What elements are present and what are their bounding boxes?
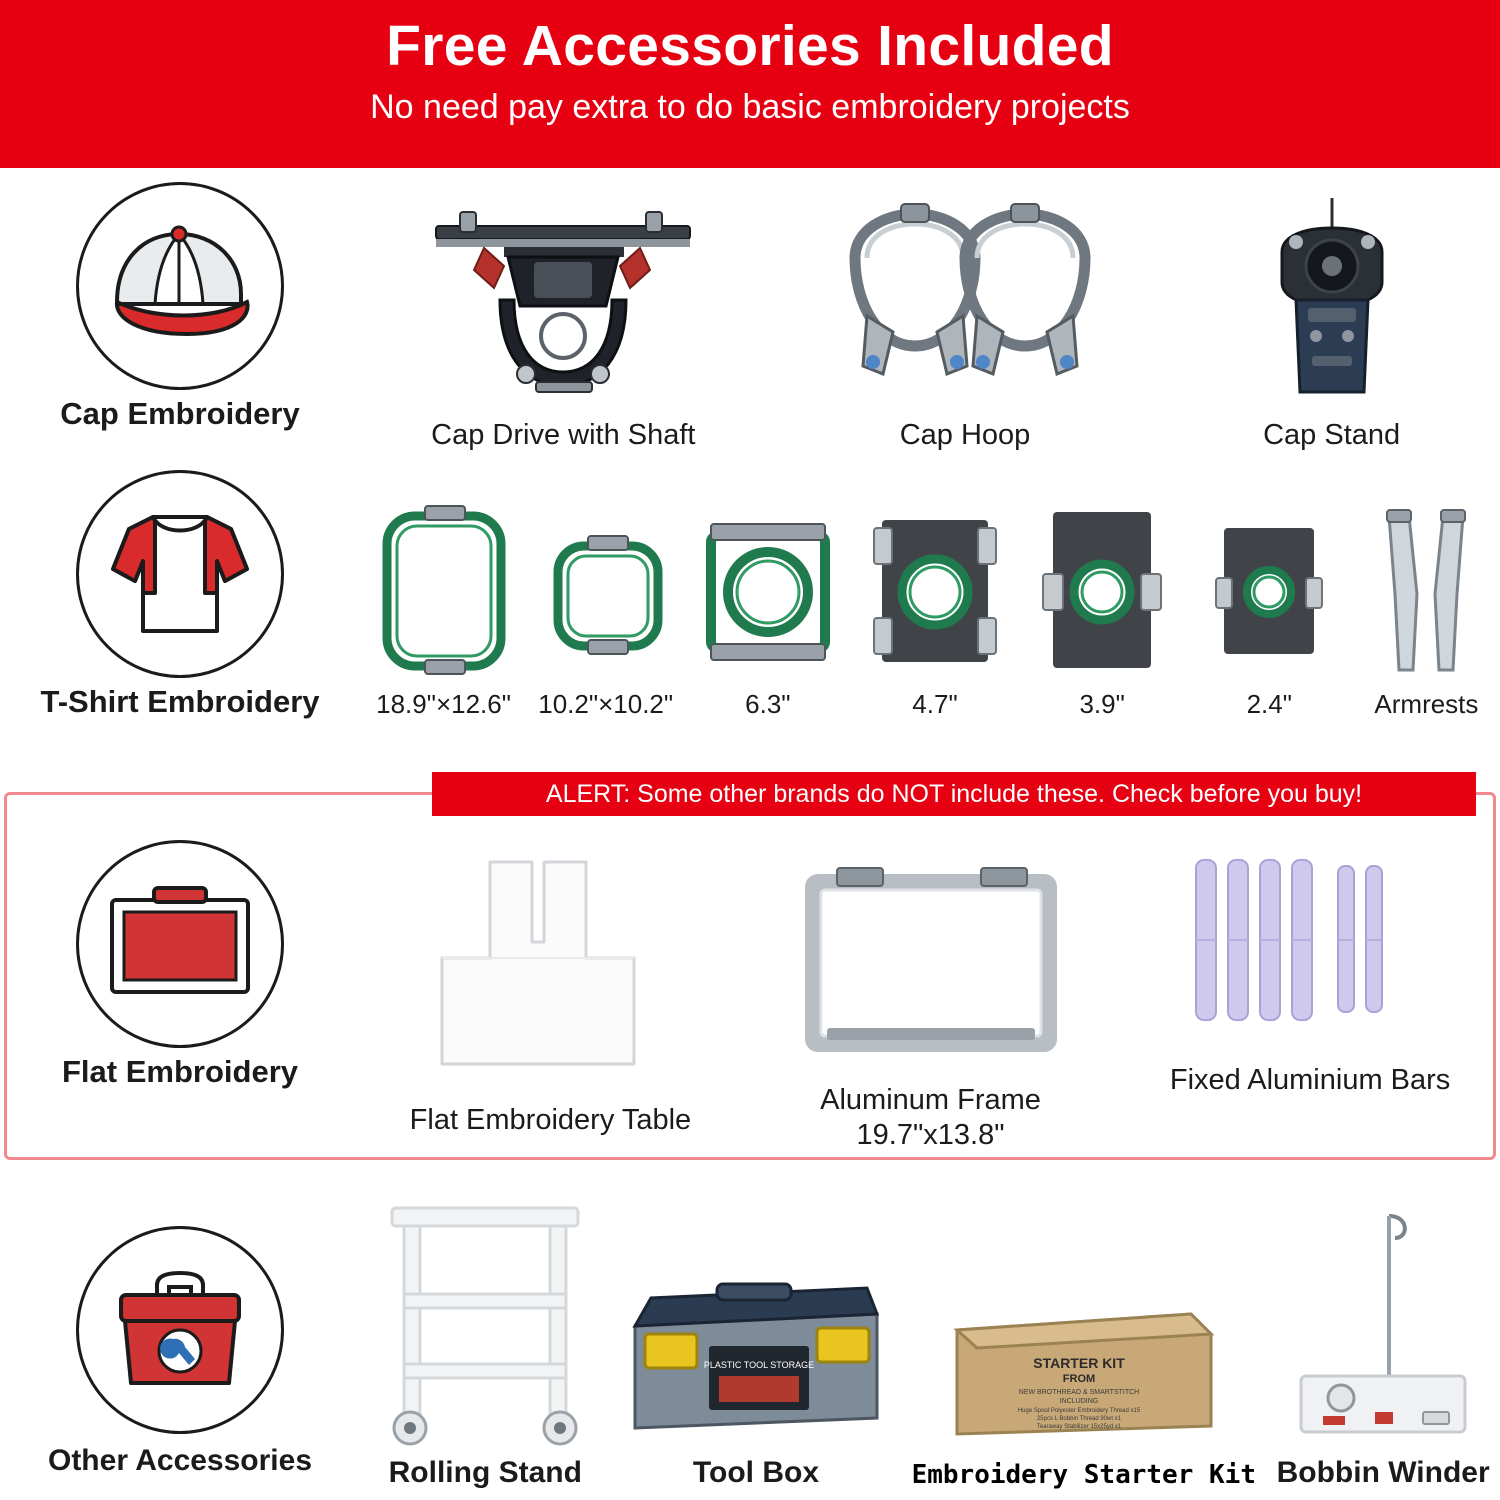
item-aluminum-frame (791, 850, 1071, 1152)
flat-embroidery-circle (76, 840, 284, 1048)
item-tool-box (621, 1268, 891, 1490)
item-label: 10.2"×10.2" (538, 689, 674, 719)
item-label: Embroidery Starter Kit (911, 1460, 1256, 1490)
other-accessories-circle (76, 1226, 284, 1434)
svg-text:FROM: FROM (1062, 1373, 1095, 1385)
item-armrests (1361, 498, 1491, 720)
item-label: 4.7" (912, 689, 958, 719)
item-starter-kit (912, 1272, 1256, 1490)
item-label: 18.9"×12.6" (376, 689, 511, 719)
category-cap-embroidery (0, 182, 360, 432)
tshirt-embroidery-circle (76, 470, 284, 678)
armrests-icon (1361, 498, 1491, 683)
header-banner (0, 0, 1500, 168)
svg-text:STARTER KIT: STARTER KIT (1033, 1355, 1125, 1371)
item-cap-stand (1212, 196, 1452, 452)
item-aluminium-bars (1170, 850, 1450, 1097)
baseball-cap-icon (95, 216, 265, 356)
svg-text:PLASTIC TOOL STORAGE: PLASTIC TOOL STORAGE (703, 1360, 815, 1370)
svg-text:Huge Spool Polyester Embroider: Huge Spool Polyester Embroidery Thread x15 (1017, 1408, 1140, 1414)
page-subtitle: No need pay extra to do basic embroidery projects (370, 87, 1130, 126)
item-flat-table (410, 850, 692, 1137)
flat-items (360, 840, 1500, 1151)
svg-text:INCLUDING: INCLUDING (1059, 1398, 1099, 1405)
item-label: Cap Hoop (899, 419, 1031, 451)
tool-box-icon (621, 1268, 891, 1448)
item-label: Armrests (1374, 689, 1479, 719)
item-hoop-47 (860, 498, 1010, 720)
item-rolling-stand (370, 1198, 600, 1490)
alert-banner (432, 772, 1476, 816)
square-hoop-icon (536, 498, 676, 683)
category-tshirt-embroidery (0, 470, 360, 720)
item-cap-drive (408, 196, 718, 452)
round-hoop-icon (1027, 498, 1177, 683)
svg-text:25pcs L Bobbin Thread 90wt x1: 25pcs L Bobbin Thread 90wt x1 (1036, 1416, 1121, 1422)
bobbin-winder-icon (1283, 1198, 1483, 1448)
item-cap-hoop (815, 196, 1115, 452)
svg-text:NEW BROTHREAD & SMARTSTITCH: NEW BROTHREAD & SMARTSTITCH (1018, 1389, 1139, 1396)
item-label: Cap Stand (1263, 419, 1401, 451)
flat-table-icon (90, 874, 270, 1014)
row-flat-embroidery (0, 840, 1500, 1151)
item-label: Cap Drive with Shaft (431, 419, 696, 451)
row-cap-embroidery (0, 182, 1500, 452)
item-label: Tool Box (692, 1456, 819, 1489)
item-label: Aluminum Frame (820, 1084, 1041, 1116)
tshirt-icon (95, 499, 265, 649)
toolbox-icon (95, 1255, 265, 1405)
aluminum-frame-icon (791, 850, 1071, 1070)
cap-hoop-icon (815, 196, 1115, 411)
item-label: 2.4" (1246, 689, 1292, 719)
cap-stand-icon (1212, 196, 1452, 411)
item-bobbin-winder (1277, 1198, 1490, 1490)
round-hoop-icon (860, 498, 1010, 683)
item-label: 6.3" (745, 689, 791, 719)
item-label: Bobbin Winder (1276, 1456, 1490, 1489)
row-other-accessories (0, 1190, 1500, 1490)
cap-drive-icon (408, 196, 718, 411)
cap-items (360, 182, 1500, 452)
rolling-stand-icon (370, 1198, 600, 1448)
item-hoop-189 (369, 498, 519, 720)
round-hoop-icon (1194, 498, 1344, 683)
category-label: T-Shirt Embroidery (40, 684, 320, 719)
round-hoop-icon (693, 498, 843, 683)
page-title: Free Accessories Included (386, 14, 1114, 78)
item-hoop-102 (536, 498, 676, 720)
rect-hoop-icon (369, 498, 519, 683)
svg-text:Tearaway Stabilizer 15x25yd x1: Tearaway Stabilizer 15x25yd x1 (1036, 1424, 1121, 1430)
item-hoop-39 (1027, 498, 1177, 720)
cap-embroidery-circle (76, 182, 284, 390)
item-sublabel: 19.7"x13.8" (856, 1119, 1005, 1151)
category-flat-embroidery (0, 840, 360, 1090)
item-label: 3.9" (1079, 689, 1125, 719)
alert-text: ALERT: Some other brands do NOT include these. Check before you buy! (545, 779, 1363, 808)
category-other-accessories (0, 1190, 360, 1478)
category-label: Flat Embroidery (62, 1054, 298, 1089)
item-label: Fixed Aluminium Bars (1169, 1064, 1451, 1096)
starter-kit-box-icon (939, 1272, 1229, 1452)
item-hoop-24 (1194, 498, 1344, 720)
flat-embroidery-table-icon (420, 850, 680, 1090)
item-label: Rolling Stand (388, 1456, 582, 1489)
tshirt-items (360, 470, 1500, 720)
category-label: Other Accessories (47, 1444, 313, 1477)
category-label: Cap Embroidery (60, 396, 300, 431)
aluminium-bars-icon (1170, 850, 1450, 1050)
other-items (360, 1190, 1500, 1490)
item-label: Flat Embroidery Table (409, 1104, 692, 1136)
item-hoop-63 (693, 498, 843, 720)
row-tshirt-embroidery (0, 470, 1500, 720)
